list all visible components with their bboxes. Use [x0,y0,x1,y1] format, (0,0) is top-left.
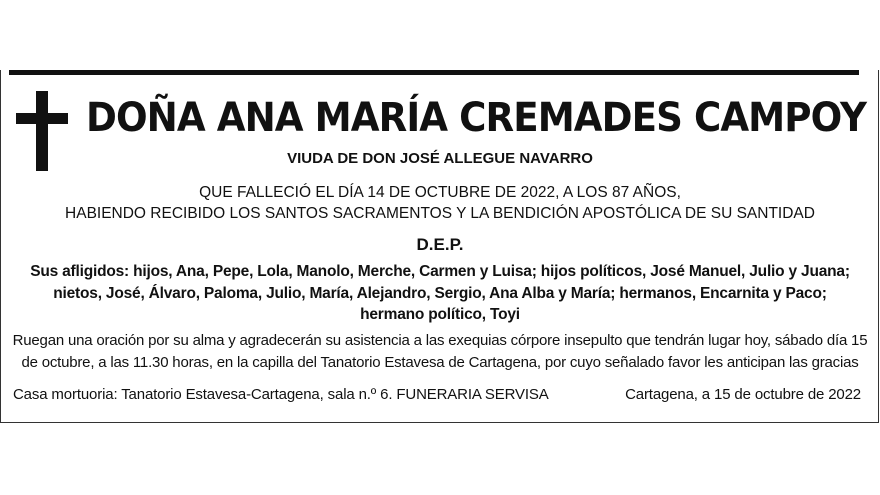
death-details [0,182,880,224]
prayer-request: Ruegan una oración por su alma y agradecerán su asistencia a las exequias córpore insepulto que tendrán lugar hoy, sábado día 15 de octubre, a las 11.30 horas, en la capilla del Tanatorio Estavesa de Cartagena, por cuyo señalado favor les anticipan las gracias [12,332,868,371]
funeral-home-info: Casa mortuoria: Tanatorio Estavesa-Cartagena, sala n.º 6. FUNERARIA SERVISA [13,386,549,403]
mourners-list: Sus afligidos: hijos, Ana, Pepe, Lola, Manolo, Merche, Carmen y Luisa; hijos políticos, José Manuel, Julio y Juana; nietos, José, Álvaro, Paloma, Julio, María, Alejandro, Sergio, Ana Alba y María; hermanos, Encarnita y Paco; hermano político, Toyi [30,263,850,323]
death-line-1: QUE FALLECIÓ EL DÍA 14 DE OCTUBRE DE 2022, A LOS 87 AÑOS, [199,184,681,201]
widow-subtitle: VIUDA DE DON JOSÉ ALLEGUE NAVARRO [287,150,593,167]
deceased-name: DOÑA ANA MARÍA CREMADES CAMPOY [86,95,866,141]
death-line-2: HABIENDO RECIBIDO LOS SANTOS SACRAMENTOS Y LA BENDICIÓN APOSTÓLICA DE SU SANTIDAD [65,205,815,222]
top-rule [9,70,859,75]
place-and-date: Cartagena, a 15 de octubre de 2022 [625,386,861,403]
dep-heading: D.E.P. [416,235,464,254]
